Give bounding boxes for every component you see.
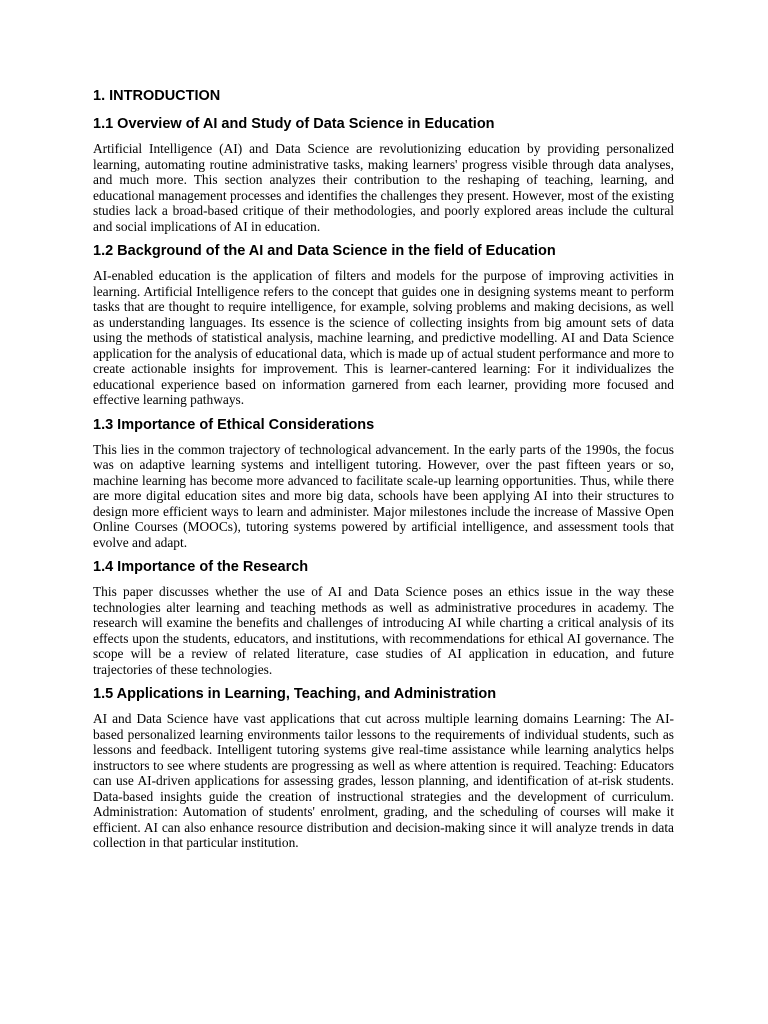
section-body-1-3: This lies in the common trajectory of technological advancement. In the early parts of the 1990s, the focus was on adaptive learning systems and intelligent tutoring. However, over the past fifteen years or so, machine learning has become more advanced to facilitate scale-up learning opportunities. Thus, while there are more digital education sites and more big data, schools have been applying AI into their structures to design more efficient ways to learn and administer. Major milestones include the increase of Massive Open Online Courses (MOOCs), tutoring systems powered by artificial intelligence, and assessment tools that evolve and adapt. (93, 441, 674, 550)
chapter-heading: 1. INTRODUCTION (93, 88, 221, 104)
section-body-1-5: AI and Data Science have vast applications that cut across multiple learning domains Learning: The AI-based personalized learning environments tailor lessons to the requirements of individual students, such as lessons and feedback. Intelligent tutoring systems give real-time assistance while learning analytics helps instructors to see where students are progressing as well as where attention is required. Teaching: Educators can use AI-driven applications for assessing grades, lesson planning, and identification of at-risk students. Data-based insights guide the creation of instructional strategies and the development of curriculum. Administration: Automation of students' enrolment, grading, and the scheduling of courses will make it efficient. AI can also enhance resource distribution and decision-making since it will analyze trends in data collection in that particular institution. (93, 711, 674, 850)
document-page (93, 87, 674, 859)
section-body-1-2: AI-enabled education is the application of filters and models for the purpose of improving activities in learning. Artificial Intelligence refers to the concept that guides one in designing systems meant to perform tasks that are thought to require intelligence, for example, solving problems and making decisions, as well as understanding languages. Its essence is the science of collecting insights from big amount sets of data using the methods of statistical analysis, machine learning, and predictive modelling. AI and Data Science application for the analysis of educational data, which is made up of actual student performance and more to create actionable insights for improvement. This is learner-cantered learning: For it individualizes the educational experience based on information garnered from each learner, providing more focused and effective learning pathways. (93, 268, 674, 407)
section-body-1-1: Artificial Intelligence (AI) and Data Science are revolutionizing education by providing personalized learning, automating routine administrative tasks, making learners' progress visible through data analyses, and much more. This section analyzes their contribution to the reshaping of teaching, learning, and educational management processes and identifies the challenges they present. However, most of the existing studies lack a broad-based critique of their methodologies, and poorly explored areas include the cultural and social implications of AI in education. (93, 141, 674, 234)
section-title-1-2: 1.2 Background of the AI and Data Science in the field of Education (93, 243, 556, 259)
section-body-1-4: This paper discusses whether the use of AI and Data Science poses an ethics issue in the way these technologies alter learning and teaching methods as well as administrative procedures in academy. The research will examine the benefits and challenges of introducing AI while charting a critical analysis of its effects upon the students, educators, and institutions, with recommendations for ethical AI governance. The scope will be a review of related literature, case studies of AI application in education, and future trajectories of these technologies. (93, 584, 674, 677)
section-title-1-3: 1.3 Importance of Ethical Considerations (93, 416, 375, 433)
section-title-1-5: 1.5 Applications in Learning, Teaching, and Administration (93, 686, 497, 702)
section-title-1-4: 1.4 Importance of the Research (93, 559, 309, 575)
section-title-1-1: 1.1 Overview of AI and Study of Data Science in Education (93, 116, 495, 132)
